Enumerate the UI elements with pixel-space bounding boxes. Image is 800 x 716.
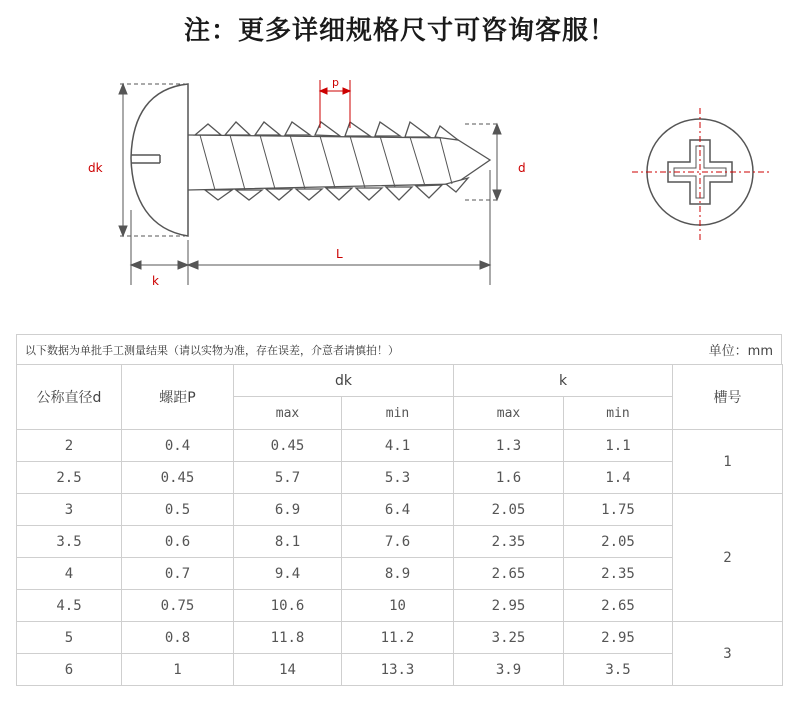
cell-p: 0.6 xyxy=(122,526,234,558)
cell-k-min: 1.75 xyxy=(564,494,673,526)
cell-dk-max: 14 xyxy=(234,654,342,686)
center-lines xyxy=(632,108,770,240)
cell-p: 0.75 xyxy=(122,590,234,622)
table-note-row xyxy=(16,334,782,364)
cell-k-max: 1.3 xyxy=(454,430,564,462)
header-k: k xyxy=(454,365,673,397)
cell-p: 1 xyxy=(122,654,234,686)
page-title: 注：更多详细规格尺寸可咨询客服！ xyxy=(183,16,616,46)
cell-dk-min: 4.1 xyxy=(342,430,454,462)
cell-k-min: 2.35 xyxy=(564,558,673,590)
cell-dk-min: 6.4 xyxy=(342,494,454,526)
spec-table xyxy=(16,364,783,686)
cell-k-max: 3.9 xyxy=(454,654,564,686)
header-k-min: min xyxy=(564,397,673,430)
cell-dk-min: 13.3 xyxy=(342,654,454,686)
cell-k-max: 1.6 xyxy=(454,462,564,494)
cell-k-min: 2.95 xyxy=(564,622,673,654)
cell-d: 4 xyxy=(17,558,122,590)
header-slot: 槽号 xyxy=(673,365,783,430)
spec-table-section xyxy=(16,334,782,686)
cell-dk-max: 6.9 xyxy=(234,494,342,526)
cell-p: 0.8 xyxy=(122,622,234,654)
cell-k-max: 2.35 xyxy=(454,526,564,558)
cell-dk-min: 5.3 xyxy=(342,462,454,494)
cell-dk-min: 10 xyxy=(342,590,454,622)
cell-dk-min: 7.6 xyxy=(342,526,454,558)
cell-dk-max: 0.45 xyxy=(234,430,342,462)
cell-p: 0.45 xyxy=(122,462,234,494)
header-k-max: max xyxy=(454,397,564,430)
cell-k-max: 2.95 xyxy=(454,590,564,622)
table-row xyxy=(17,462,783,494)
unit-label: 单位：mm xyxy=(708,344,773,359)
header-dk-max: max xyxy=(234,397,342,430)
cell-d: 3 xyxy=(17,494,122,526)
cell-k-max: 2.65 xyxy=(454,558,564,590)
cell-d: 5 xyxy=(17,622,122,654)
cell-dk-min: 11.2 xyxy=(342,622,454,654)
cell-k-min: 2.65 xyxy=(564,590,673,622)
cell-dk-max: 9.4 xyxy=(234,558,342,590)
cell-d: 2 xyxy=(17,430,122,462)
header-pitch: 螺距P xyxy=(122,365,234,430)
table-row xyxy=(17,558,783,590)
screw-head xyxy=(131,84,188,236)
screw-drawing xyxy=(0,60,800,300)
table-row xyxy=(17,430,783,462)
label-dk: dk xyxy=(88,161,103,175)
cell-d: 4.5 xyxy=(17,590,122,622)
table-row xyxy=(17,622,783,654)
cell-k-max: 2.05 xyxy=(454,494,564,526)
label-d: d xyxy=(518,161,526,175)
cell-d: 2.5 xyxy=(17,462,122,494)
cell-k-min: 2.05 xyxy=(564,526,673,558)
table-row xyxy=(17,494,783,526)
cell-dk-min: 8.9 xyxy=(342,558,454,590)
table-row xyxy=(17,526,783,558)
label-p: p xyxy=(332,76,339,89)
cell-d: 6 xyxy=(17,654,122,686)
label-k: k xyxy=(152,274,159,288)
cell-dk-max: 11.8 xyxy=(234,622,342,654)
header-nominal-diameter: 公称直径d xyxy=(17,365,122,430)
cell-p: 0.4 xyxy=(122,430,234,462)
cell-dk-max: 10.6 xyxy=(234,590,342,622)
cell-slot: 1 xyxy=(673,430,783,494)
cell-slot: 3 xyxy=(673,622,783,686)
cell-p: 0.5 xyxy=(122,494,234,526)
cell-p: 0.7 xyxy=(122,558,234,590)
label-L: L xyxy=(336,247,343,261)
cell-slot: 2 xyxy=(673,494,783,622)
cell-d: 3.5 xyxy=(17,526,122,558)
header-dk: dk xyxy=(234,365,454,397)
cell-dk-max: 8.1 xyxy=(234,526,342,558)
dimension-d xyxy=(465,124,501,200)
table-row xyxy=(17,654,783,686)
cell-k-min: 3.5 xyxy=(564,654,673,686)
cell-k-min: 1.4 xyxy=(564,462,673,494)
cell-k-min: 1.1 xyxy=(564,430,673,462)
cell-k-max: 3.25 xyxy=(454,622,564,654)
table-row xyxy=(17,590,783,622)
header-dk-min: min xyxy=(342,397,454,430)
cell-dk-max: 5.7 xyxy=(234,462,342,494)
screw-shank xyxy=(188,135,490,190)
measurement-note: 以下数据为单批手工测量结果（请以实物为准，存在误差，介意者请慎拍！） xyxy=(25,343,399,357)
